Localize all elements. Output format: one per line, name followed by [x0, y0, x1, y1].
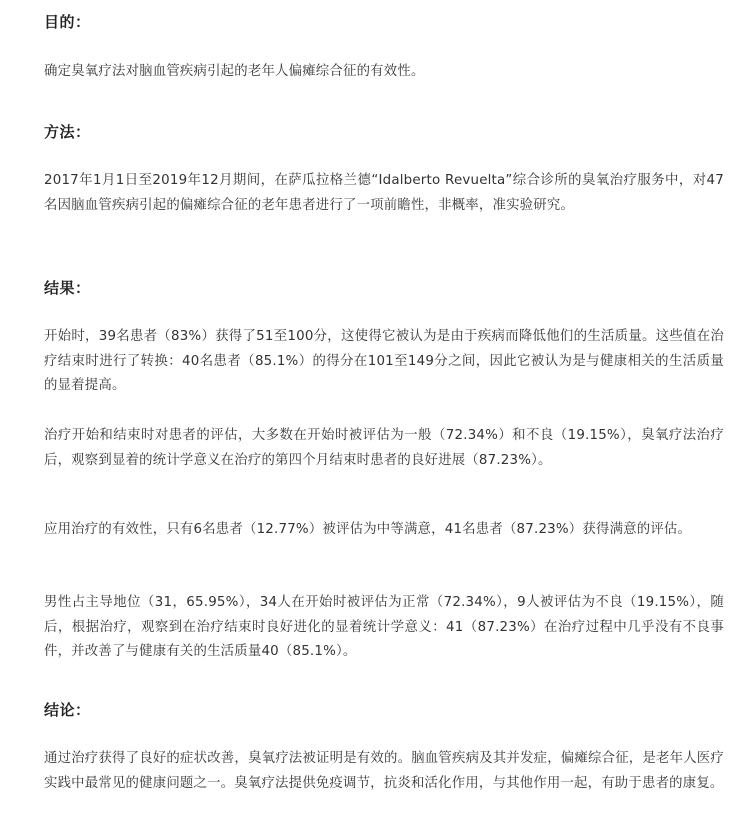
purpose-heading: 目的：: [44, 13, 91, 31]
results-paragraph-4: 男性占主导地位（31，65.95%），34人在开始时被评估为正常（72.34%），9人被评估为不良（19.15%），随后，根据治疗，观察到在治疗结束时良好进化的显着统计学意义：41（87.23%）在治疗过程中几乎没有不良事件，并改善了与健康有关的生活质量40（85.1%）。: [44, 595, 724, 659]
results-paragraph-1: 开始时，39名患者（83%）获得了51至100分，这使得它被认为是由于疾病而降低他们的生活质量。这些值在治疗结束时进行了转换：40名患者（85.1%）的得分在101至149分之间，因此它被认为是与健康相关的生活质量的显着提高。: [44, 329, 724, 393]
conclusion-heading: 结论：: [44, 701, 91, 719]
purpose-paragraph: 确定臭氧疗法对脑血管疾病引起的老年人偏瘫综合征的有效性。: [44, 64, 425, 79]
results-paragraph-3: 应用治疗的有效性，只有6名患者（12.77%）被评估为中等满意，41名患者（87.23%）获得满意的评估。: [44, 522, 692, 537]
method-paragraph: 2017年1月1日至2019年12月期间，在萨瓜拉格兰德“Idalberto Revuelta”综合诊所的臭氧治疗服务中，对47名因脑血管疾病引起的偏瘫综合征的老年患者进行了一项前瞻性，非概率，准实验研究。: [44, 173, 724, 213]
method-heading: 方法：: [44, 123, 91, 141]
results-heading: 结果：: [44, 279, 91, 297]
results-paragraph-2: 治疗开始和结束时对患者的评估，大多数在开始时被评估为一般（72.34%）和不良（19.15%），臭氧疗法治疗后，观察到显着的统计学意义在治疗的第四个月结束时患者的良好进展（87.23%）。: [44, 428, 724, 468]
conclusion-paragraph: 通过治疗获得了良好的症状改善，臭氧疗法被证明是有效的。脑血管疾病及其并发症，偏瘫综合征，是老年人医疗实践中最常见的健康问题之一。臭氧疗法提供免疫调节，抗炎和活化作用，与其他作用一起，有助于患者的康复。: [44, 751, 724, 791]
